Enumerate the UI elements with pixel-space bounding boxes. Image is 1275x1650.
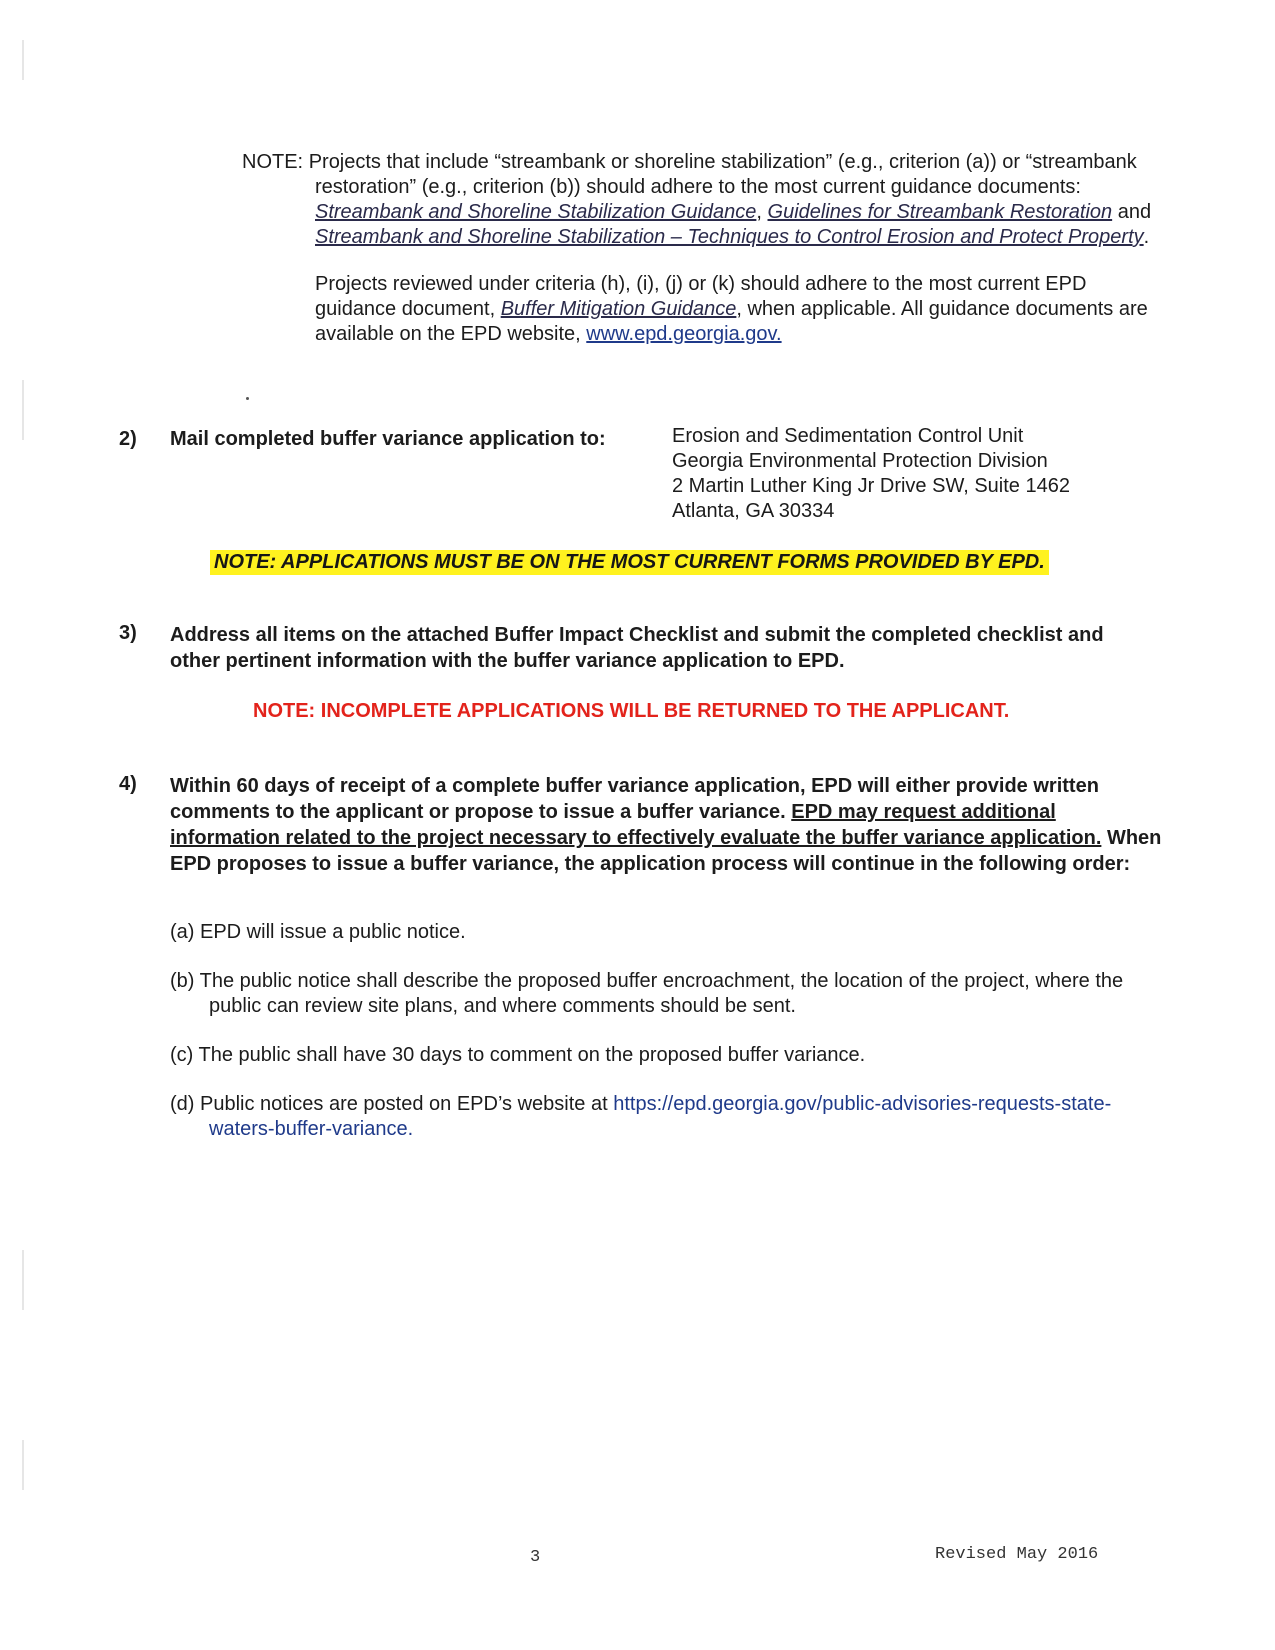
note-text: , when applicable. All guidance documents are available on the EPD website, — [315, 298, 1148, 345]
review-text: When EPD proposes to issue a buffer variance, the application process will continue in the following order: — [170, 827, 1162, 875]
current-forms-highlight-note: NOTE: APPLICATIONS MUST BE ON THE MOST CURRENT FORMS PROVIDED BY EPD. — [210, 550, 1049, 575]
streambank-restoration-guidelines-link[interactable]: Guidelines for Streambank Restoration — [767, 201, 1113, 223]
scan-edge-mark — [22, 40, 24, 80]
step-d-text: (d) Public notices are posted on EPD’s website at — [170, 1093, 614, 1115]
scan-edge-mark — [22, 1440, 24, 1490]
note-text: Projects reviewed under criteria (h), (i), (j) or (k) should adhere to the most current EPD guidance document, — [315, 273, 1087, 320]
stray-dot — [246, 397, 249, 400]
buffer-mitigation-guidance-link[interactable]: Buffer Mitigation Guidance — [500, 298, 737, 320]
note-text: Projects that include “streambank or shoreline stabilization” (e.g., criterion (a)) or “streambank restoration” (e.g., criterion (b)) should adhere to the most current guidance documents: — [308, 151, 1137, 198]
address-line: Erosion and Sedimentation Control Unit — [672, 425, 1024, 447]
epd-website-link[interactable]: www.epd.georgia.gov. — [586, 323, 782, 345]
address-line: Atlanta, GA 30334 — [672, 500, 835, 522]
page-number: 3 — [530, 1548, 541, 1567]
mailing-address — [672, 424, 1070, 524]
stabilization-techniques-link[interactable]: Streambank and Shoreline Stabilization – Techniques to Control Erosion and Protect Property — [315, 226, 1144, 248]
item-number-3: 3) — [119, 622, 137, 644]
process-steps-list — [170, 920, 1150, 1166]
revision-date: Revised May 2016 — [935, 1545, 1099, 1564]
review-process-paragraph — [170, 773, 1170, 877]
item-number-2: 2) — [119, 428, 137, 450]
item-number-4: 4) — [119, 773, 137, 795]
incomplete-applications-warning: NOTE: INCOMPLETE APPLICATIONS WILL BE RETURNED TO THE APPLICANT. — [253, 700, 1010, 722]
address-line: Georgia Environmental Protection Division — [672, 450, 1048, 472]
guidance-note — [242, 150, 1162, 347]
separator: , — [756, 201, 768, 223]
guidance-note-paragraph-2 — [315, 272, 1162, 347]
period: . — [1143, 226, 1150, 248]
streambank-stabilization-guidance-link[interactable]: Streambank and Shoreline Stabilization Guidance — [315, 201, 757, 223]
address-line: 2 Martin Luther King Jr Drive SW, Suite 1462 — [672, 475, 1070, 497]
scan-edge-mark — [22, 380, 24, 440]
step-d — [170, 1092, 1150, 1142]
additional-info-underlined: EPD may request additional information related to the project necessary to effectively evaluate the buffer variance application. — [170, 801, 1102, 849]
step-c: (c) The public shall have 30 days to comment on the proposed buffer variance. — [170, 1044, 866, 1066]
scan-edge-mark — [22, 1250, 24, 1310]
step-b: (b) The public notice shall describe the proposed buffer encroachment, the location of the project, where the public can review site plans, and where comments should be sent. — [170, 970, 1124, 1017]
public-notices-url[interactable]: https://epd.georgia.gov/public-advisories-requests-state-waters-buffer-variance. — [209, 1093, 1112, 1140]
separator: and — [1112, 201, 1152, 223]
note-label: NOTE: — [242, 151, 304, 173]
step-a: (a) EPD will issue a public notice. — [170, 921, 466, 943]
checklist-instruction: Address all items on the attached Buffer Impact Checklist and submit the completed checklist and other pertinent information with the buffer variance application to EPD. — [170, 624, 1104, 672]
mail-application-label: Mail completed buffer variance application to: — [170, 428, 606, 450]
guidance-note-paragraph-1 — [242, 150, 1162, 250]
review-text: Within 60 days of receipt of a complete buffer variance application, EPD will either provide written comments to the applicant or propose to issue a buffer variance. — [170, 775, 1099, 823]
